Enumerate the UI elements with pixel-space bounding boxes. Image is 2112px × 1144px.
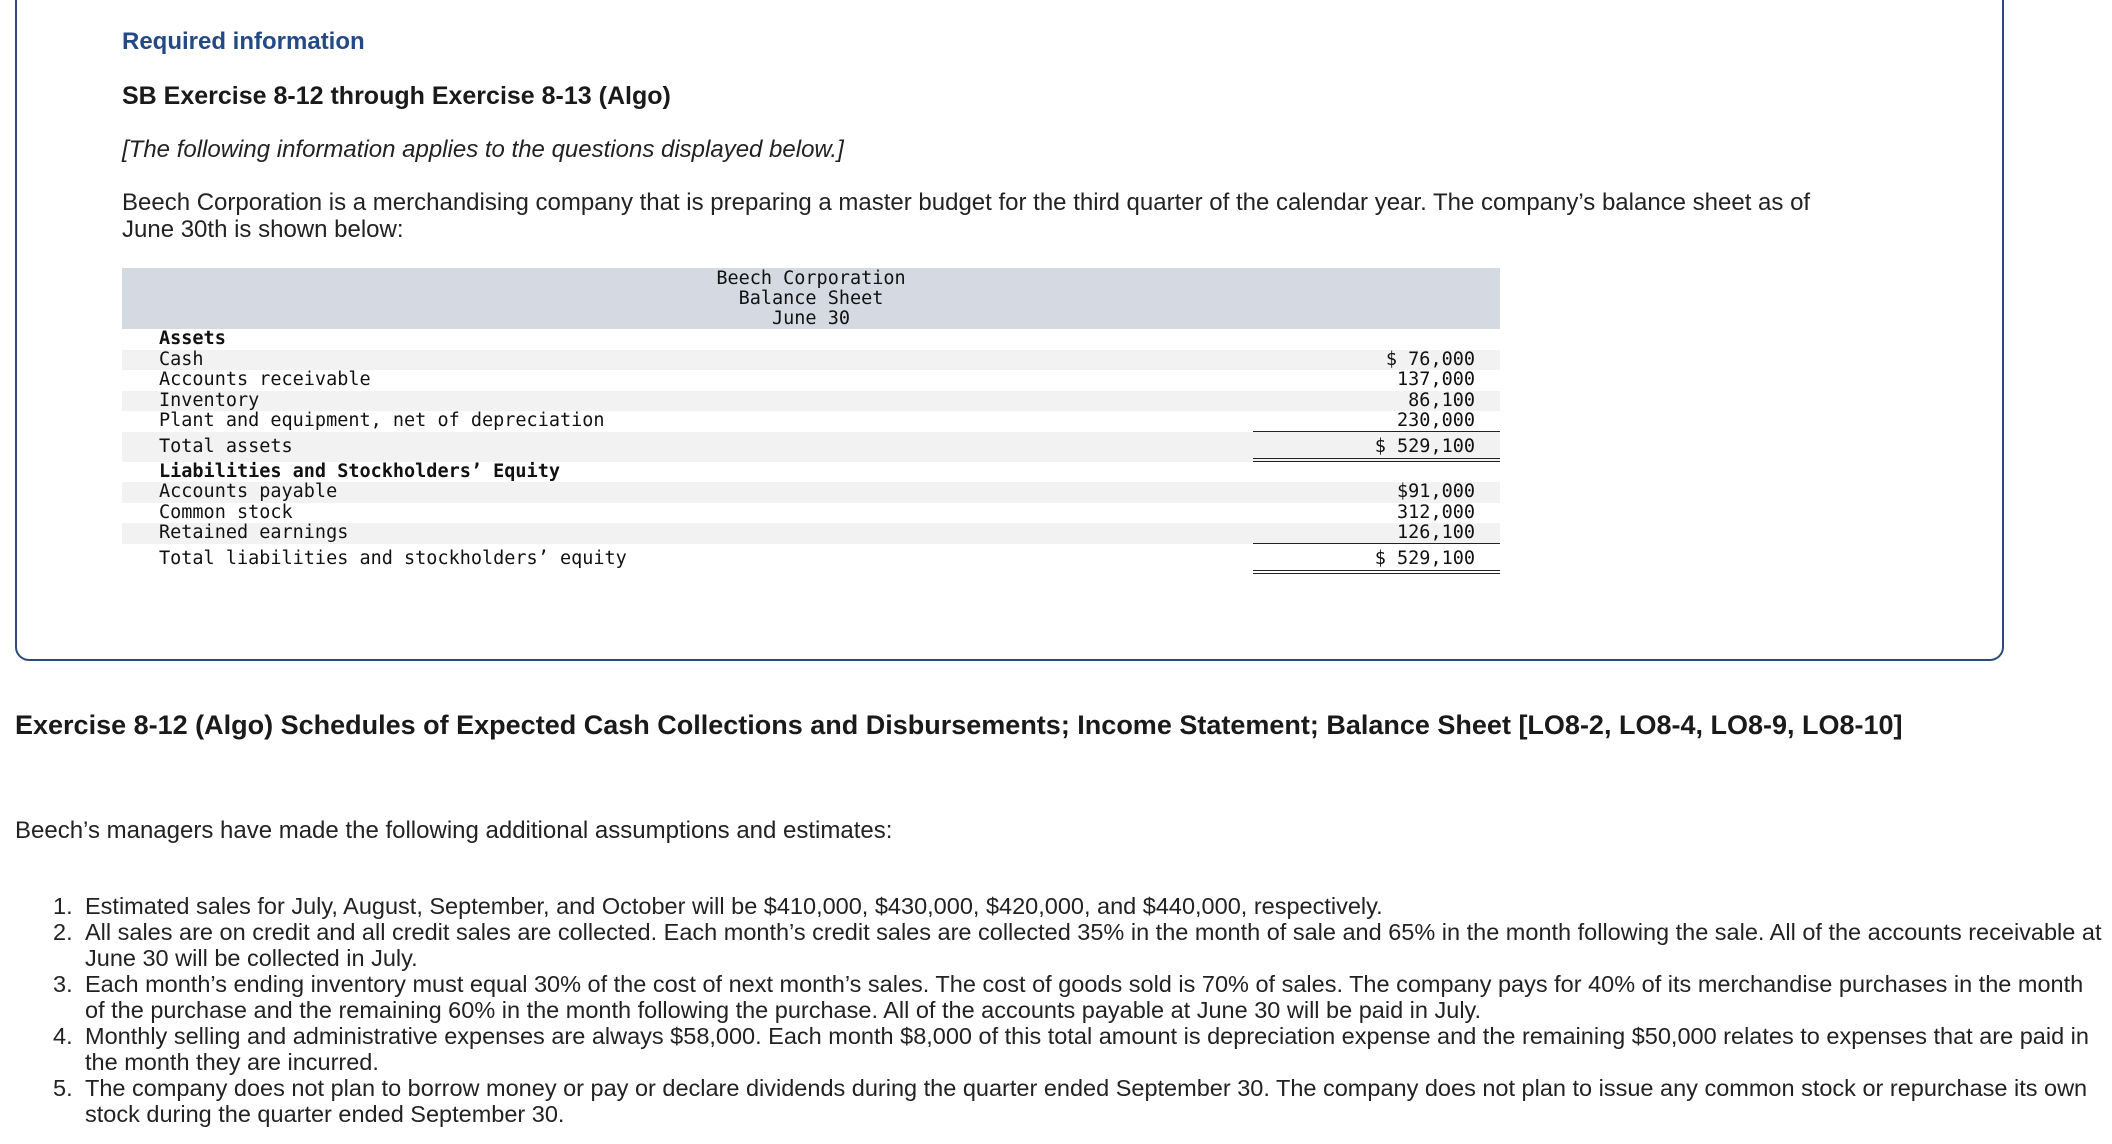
- total-liabilities-row: [122, 544, 1500, 574]
- total-assets-row: [122, 432, 1500, 462]
- row-label: Accounts receivable: [159, 369, 371, 390]
- row-label: Accounts payable: [159, 481, 338, 502]
- intro-paragraph: Beech Corporation is a merchandising company that is preparing a master budget for the third quarter of the calendar year. The company’s balance sheet as of June 30th is shown below:: [122, 189, 1811, 243]
- row-value: $ 76,000: [1385, 348, 1475, 370]
- row-value: 312,000: [1397, 501, 1475, 523]
- list-item: [15, 1075, 2105, 1127]
- liabilities-heading: Liabilities and Stockholders’ Equity: [159, 460, 560, 482]
- statement-name: Balance Sheet: [738, 288, 884, 309]
- assets-heading: Assets: [159, 328, 226, 349]
- list-number: 2.: [53, 919, 73, 945]
- list-text: Estimated sales for July, August, September, and October will be $410,000, $430,000, $420,000, and $440,000, respectively.: [85, 893, 1383, 919]
- row-label: Plant and equipment, net of depreciation: [159, 410, 605, 431]
- list-number: 5.: [53, 1075, 73, 1101]
- table-row: [122, 411, 1500, 432]
- row-label: Cash: [159, 348, 204, 370]
- balance-sheet-table: [122, 268, 1500, 574]
- table-row: [122, 482, 1500, 503]
- row-label: Total assets: [159, 435, 293, 457]
- row-value: 137,000: [1397, 369, 1475, 390]
- list-text: The company does not plan to borrow money or pay or declare dividends during the quarter ended September 30. The company does not plan to issue any common stock or repurchase its own stock during the quarter ended September 30.: [85, 1075, 2088, 1127]
- row-value: $91,000: [1397, 481, 1475, 502]
- exercise-group-title: SB Exercise 8-12 through Exercise 8-13 (Algo): [122, 82, 671, 110]
- row-label: Inventory: [159, 389, 260, 411]
- exercise-title: Exercise 8-12 (Algo) Schedules of Expected Cash Collections and Disbursements; Income Statement; Balance Sheet [LO8-2, LO8-4, LO8-9, LO8-10]: [15, 710, 1903, 740]
- list-text: Each month’s ending inventory must equal 30% of the cost of next month’s sales. The cost of goods sold is 70% of sales. The company pays for 40% of its merchandise purchases in the month of the purchase and the remaining 60% in the month following the purchase. All of the accounts payable at June 30 will be paid in July.: [85, 971, 2084, 1023]
- list-item: [15, 971, 2105, 1023]
- required-information-title: Required information: [122, 28, 365, 55]
- statement-date: June 30: [772, 308, 850, 329]
- list-text: Monthly selling and administrative expenses are always $58,000. Each month $8,000 of this total amount is depreciation expense and the remaining $50,000 relates to expenses that are paid in the month they are incurred.: [85, 1023, 2089, 1075]
- row-value: $ 529,100: [1374, 435, 1475, 457]
- table-row: [122, 350, 1500, 371]
- list-number: 3.: [53, 971, 73, 997]
- list-number: 4.: [53, 1023, 73, 1049]
- row-label: Total liabilities and stockholders’ equity: [159, 547, 627, 569]
- list-number: 1.: [53, 893, 73, 919]
- row-value: 126,100: [1397, 522, 1475, 543]
- applies-note: [The following information applies to the questions displayed below.]: [122, 136, 844, 163]
- list-item: [15, 1023, 2105, 1075]
- table-row: [122, 391, 1500, 412]
- list-item: [15, 893, 2105, 919]
- list-text: All sales are on credit and all credit sales are collected. Each month’s credit sales are collected 35% in the month of sale and 65% in the month following the sale. All of the accounts receivable at June 30 will be collected in July.: [85, 919, 2102, 971]
- balance-sheet-header: [122, 268, 1500, 329]
- row-label: Common stock: [159, 501, 293, 523]
- assumptions-list: [15, 893, 2105, 1127]
- list-item: [15, 919, 2105, 971]
- row-value: 86,100: [1408, 389, 1475, 411]
- company-name: Beech Corporation: [716, 268, 906, 289]
- assumptions-lead: Beech’s managers have made the following additional assumptions and estimates:: [15, 817, 893, 844]
- table-row: [122, 503, 1500, 524]
- assets-heading-row: [122, 329, 1500, 350]
- liabilities-heading-row: [122, 462, 1500, 483]
- row-label: Retained earnings: [159, 522, 349, 543]
- row-value: $ 529,100: [1374, 547, 1475, 569]
- row-value: 230,000: [1397, 410, 1475, 431]
- table-row: [122, 370, 1500, 391]
- table-row: [122, 523, 1500, 544]
